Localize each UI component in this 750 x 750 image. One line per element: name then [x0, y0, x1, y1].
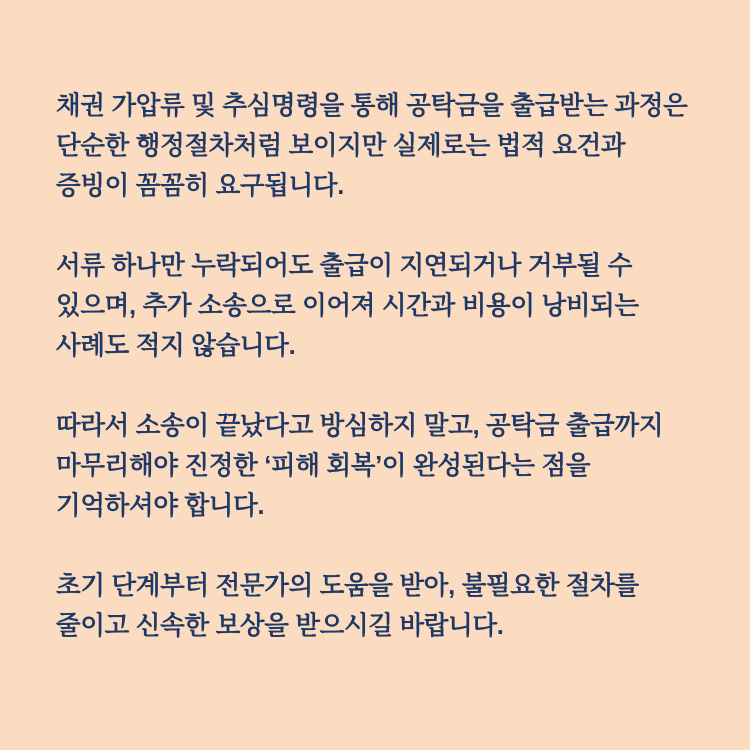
- paragraph-1: 채권 가압류 및 추심명령을 통해 공탁금을 출급받는 과정은 단순한 행정절차처럼 보이지만 실제로는 법적 요건과 증빙이 꼼꼼히 요구됩니다.: [56, 92, 695, 200]
- paragraph-2: 서류 하나만 누락되어도 출급이 지연되거나 거부될 수 있으며, 추가 소송으로 이어져 시간과 비용이 낭비되는 사례도 적지 않습니다.: [56, 252, 646, 360]
- paragraph-3: 따라서 소송이 끝났다고 방심하지 말고, 공탁금 출급까지 마무리해야 진정한 ‘피해 회복’이 완성된다는 점을 기억하셔야 합니다.: [56, 412, 670, 520]
- paragraph-4: 초기 단계부터 전문가의 도움을 받아, 불필요한 절차를 줄이고 신속한 보상을 받으시길 바랍니다.: [56, 572, 646, 640]
